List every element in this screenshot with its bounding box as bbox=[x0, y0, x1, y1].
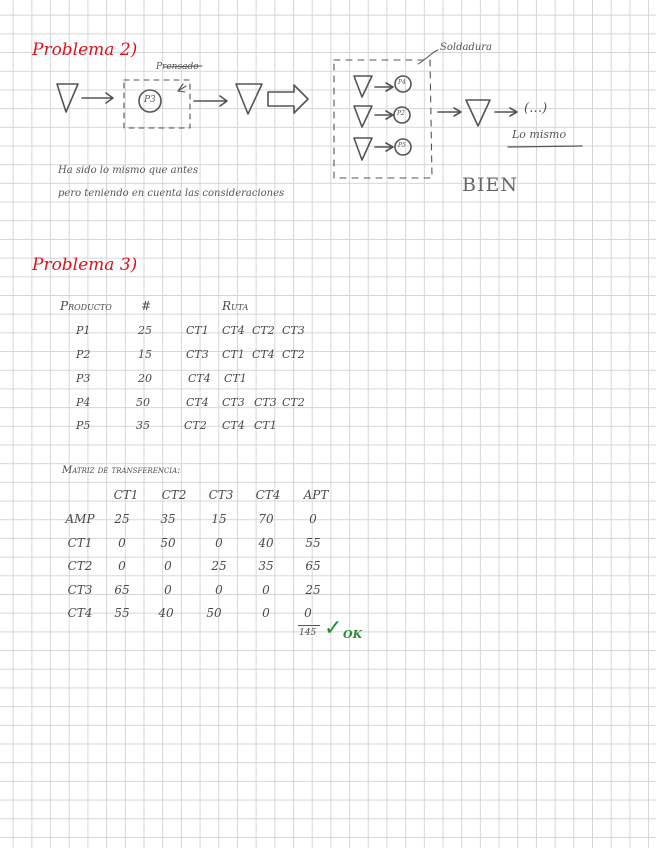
prensado-label: Prensado bbox=[156, 62, 199, 72]
matrix-row-label: AMP bbox=[65, 512, 95, 526]
matrix-col-header: CT2 bbox=[161, 488, 187, 502]
problem-3-title: Problema 3) bbox=[32, 255, 138, 275]
soldadura-node-label-2: P2 bbox=[397, 110, 405, 117]
prensado-box bbox=[124, 80, 190, 128]
route-cell: CT3 bbox=[222, 396, 245, 409]
route-cell: CT4 bbox=[188, 372, 211, 385]
arrow bbox=[375, 83, 393, 91]
count-cell: 50 bbox=[136, 396, 150, 409]
soldadura-node-label-3: P5 bbox=[398, 142, 406, 149]
route-cell: CT3 bbox=[282, 324, 305, 337]
count-cell: 35 bbox=[136, 419, 150, 432]
header-ruta: Ruta bbox=[222, 299, 249, 313]
product-cell: P3 bbox=[76, 372, 91, 385]
matrix-col-header: CT4 bbox=[255, 488, 281, 502]
soldadura-node-label-1: P4 bbox=[398, 79, 406, 86]
route-cell: CT3 bbox=[186, 348, 209, 361]
soldadura-box bbox=[334, 60, 432, 178]
note-line-2: pero teniendo en cuenta las consideraciones bbox=[58, 188, 285, 199]
prensado-node-label: P3 bbox=[144, 95, 156, 105]
count-cell: 25 bbox=[138, 324, 152, 337]
station-triangle bbox=[354, 106, 372, 127]
header-producto: Producto bbox=[60, 299, 112, 313]
count-cell: 20 bbox=[138, 372, 152, 385]
matrix-cell: 15 bbox=[211, 512, 227, 526]
matrix-row-label: CT2 bbox=[67, 559, 93, 573]
arrow bbox=[495, 108, 517, 116]
route-cell: CT2 bbox=[252, 324, 275, 337]
continuation-text: (…) bbox=[524, 101, 548, 116]
same-label: Lo mismo bbox=[512, 128, 567, 141]
matrix-cell: 0 bbox=[309, 512, 317, 526]
ok-mark: OK bbox=[343, 628, 363, 641]
route-cell: CT1 bbox=[224, 372, 247, 385]
product-cell: P1 bbox=[76, 324, 91, 337]
count-cell: 15 bbox=[138, 348, 152, 361]
product-cell: P4 bbox=[76, 396, 91, 409]
matrix-cell: 0 bbox=[262, 583, 270, 597]
route-cell: CT2 bbox=[282, 348, 305, 361]
route-cell: CT1 bbox=[254, 419, 277, 432]
matrix-cell: 0 bbox=[304, 606, 312, 620]
matrix-cell: 50 bbox=[160, 536, 176, 550]
matrix-col-header: APT bbox=[303, 488, 329, 502]
route-cell: CT4 bbox=[186, 396, 209, 409]
station-triangle bbox=[466, 100, 490, 126]
route-cell: CT4 bbox=[222, 419, 245, 432]
matrix-cell: 65 bbox=[114, 583, 130, 597]
matrix-cell: 55 bbox=[114, 606, 130, 620]
route-cell: CT2 bbox=[282, 396, 305, 409]
matrix-cell: 35 bbox=[258, 559, 274, 573]
matrix-cell: 70 bbox=[258, 512, 274, 526]
matrix-cell: 0 bbox=[215, 536, 223, 550]
matrix-col-header: CT1 bbox=[113, 488, 139, 502]
matrix-cell: 25 bbox=[305, 583, 321, 597]
check-icon: ✓ bbox=[324, 616, 343, 641]
arrow bbox=[194, 96, 227, 106]
route-cell: CT1 bbox=[186, 324, 209, 337]
product-cell: P5 bbox=[76, 419, 91, 432]
underline bbox=[508, 146, 582, 147]
arrow bbox=[438, 108, 461, 116]
matrix-cell: 35 bbox=[160, 512, 176, 526]
matrix-cell: 25 bbox=[114, 512, 130, 526]
matrix-row-label: CT4 bbox=[67, 606, 93, 620]
station-triangle bbox=[354, 138, 372, 160]
route-cell: CT3 bbox=[254, 396, 277, 409]
station-triangle bbox=[57, 84, 78, 112]
route-cell: CT4 bbox=[252, 348, 275, 361]
matrix-cell: 0 bbox=[164, 583, 172, 597]
matrix-title: Matriz de transferencia: bbox=[62, 465, 181, 476]
matrix-cell: 65 bbox=[305, 559, 321, 573]
station-triangle bbox=[236, 84, 262, 114]
grade-text: BIEN bbox=[462, 174, 518, 196]
total-value: 145 bbox=[299, 628, 317, 638]
route-cell: CT1 bbox=[222, 348, 245, 361]
matrix-cell: 0 bbox=[164, 559, 172, 573]
pointer-arrow bbox=[178, 84, 186, 92]
matrix-col-header: CT3 bbox=[208, 488, 234, 502]
pointer-line bbox=[418, 50, 438, 64]
matrix-cell: 40 bbox=[258, 536, 274, 550]
matrix-cell: 55 bbox=[305, 536, 321, 550]
matrix-cell: 40 bbox=[158, 606, 174, 620]
route-cell: CT2 bbox=[184, 419, 207, 432]
matrix-cell: 50 bbox=[206, 606, 222, 620]
matrix-row-label: CT1 bbox=[67, 536, 93, 550]
arrow bbox=[375, 111, 393, 119]
total-overline bbox=[298, 625, 320, 626]
matrix-cell: 25 bbox=[211, 559, 227, 573]
matrix-cell: 0 bbox=[118, 536, 126, 550]
matrix-cell: 0 bbox=[262, 606, 270, 620]
arrow bbox=[375, 143, 393, 151]
matrix-cell: 0 bbox=[215, 583, 223, 597]
arrow bbox=[82, 93, 113, 103]
station-triangle bbox=[354, 76, 372, 97]
problem-2-title: Problema 2) bbox=[32, 40, 138, 60]
matrix-cell: 0 bbox=[118, 559, 126, 573]
product-cell: P2 bbox=[76, 348, 91, 361]
note-line-1: Ha sido lo mismo que antes bbox=[58, 165, 199, 176]
header-count: # bbox=[141, 299, 152, 313]
double-arrow bbox=[268, 85, 308, 113]
matrix-row-label: CT3 bbox=[67, 583, 93, 597]
soldadura-label: Soldadura bbox=[440, 42, 493, 53]
route-cell: CT4 bbox=[222, 324, 245, 337]
